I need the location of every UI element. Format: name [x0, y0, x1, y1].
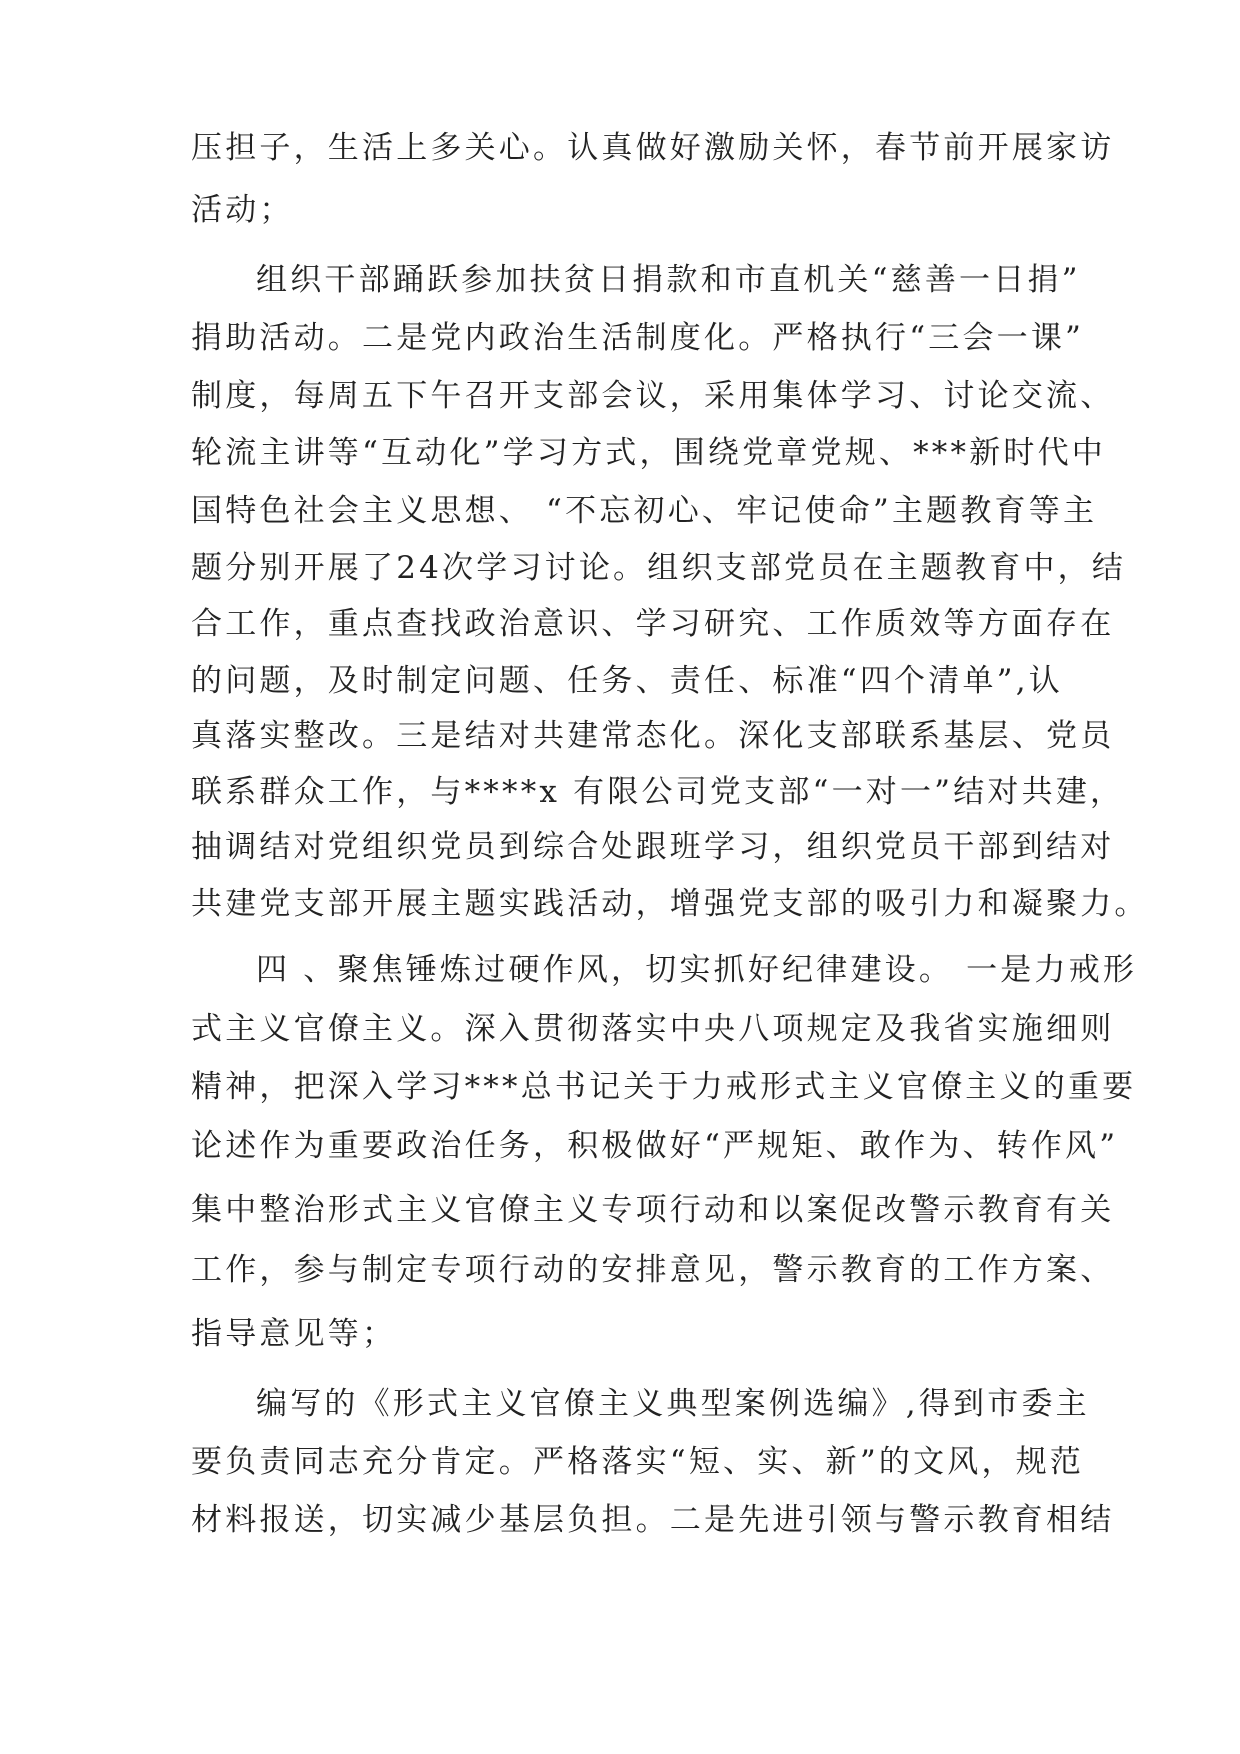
text-line-6: 轮流主讲等“互动化”学习方式，围绕党章党规、***新时代中 — [191, 435, 1106, 471]
text-line-1: 压担子，生活上多关心。认真做好激励关怀，春节前开展家访 — [191, 130, 1115, 166]
text-line-23: 要负责同志充分肯定。严格落实“短、实、新”的文风，规范 — [191, 1444, 1085, 1480]
text-line-4: 捐助活动。二是党内政治生活制度化。严格执行“三会一课” — [191, 320, 1085, 356]
text-line-15: 四 、聚焦锤炼过硬作风，切实抓好纪律建设。 一是力戒形 — [256, 952, 1138, 988]
text-line-7: 国特色社会主义思想、 “不忘初心、牢记使命”主题教育等主 — [191, 493, 1098, 529]
text-line-9: 合工作，重点查找政治意识、学习研究、工作质效等方面存在 — [191, 606, 1115, 642]
text-line-19: 集中整治形式主义官僚主义专项行动和以案促改警示教育有关 — [191, 1192, 1115, 1228]
text-line-18: 论述作为重要政治任务，积极做好“严规矩、敢作为、转作风” — [191, 1128, 1119, 1164]
text-line-5: 制度，每周五下午召开支部会议，采用集体学习、讨论交流、 — [191, 378, 1115, 414]
text-line-11: 真落实整改。三是结对共建常态化。深化支部联系基层、党员 — [191, 718, 1115, 754]
text-line-13: 抽调结对党组织党员到综合处跟班学习，组织党员干部到结对 — [191, 829, 1115, 865]
text-line-22: 编写的《形式主义官僚主义典型案例选编》,得到市委主 — [256, 1386, 1090, 1422]
text-line-17: 精神，把深入学习***总书记关于力戒形式主义官僚主义的重要 — [191, 1069, 1137, 1105]
text-line-24: 材料报送，切实减少基层负担。二是先进引领与警示教育相结 — [191, 1502, 1115, 1538]
text-line-3: 组织干部踊跃参加扶贫日捐款和市直机关“慈善一日捐” — [256, 262, 1081, 298]
text-line-10: 的问题，及时制定问题、任务、责任、标准“四个清单”,认 — [191, 663, 1063, 699]
text-line-21: 指导意见等； — [191, 1316, 397, 1352]
text-line-12: 联系群众工作，与****x 有限公司党支部“一对一”结对共建， — [191, 774, 1125, 810]
text-line-20: 工作，参与制定专项行动的安排意见，警示教育的工作方案、 — [191, 1252, 1115, 1288]
text-line-8: 题分别开展了24次学习讨论。组织支部党员在主题教育中，结 — [191, 550, 1127, 586]
text-line-2: 活动； — [191, 192, 294, 228]
text-line-16: 式主义官僚主义。深入贯彻落实中央八项规定及我省实施细则 — [191, 1011, 1115, 1047]
text-line-14: 共建党支部开展主题实践活动，增强党支部的吸引力和凝聚力。 — [191, 886, 1149, 922]
